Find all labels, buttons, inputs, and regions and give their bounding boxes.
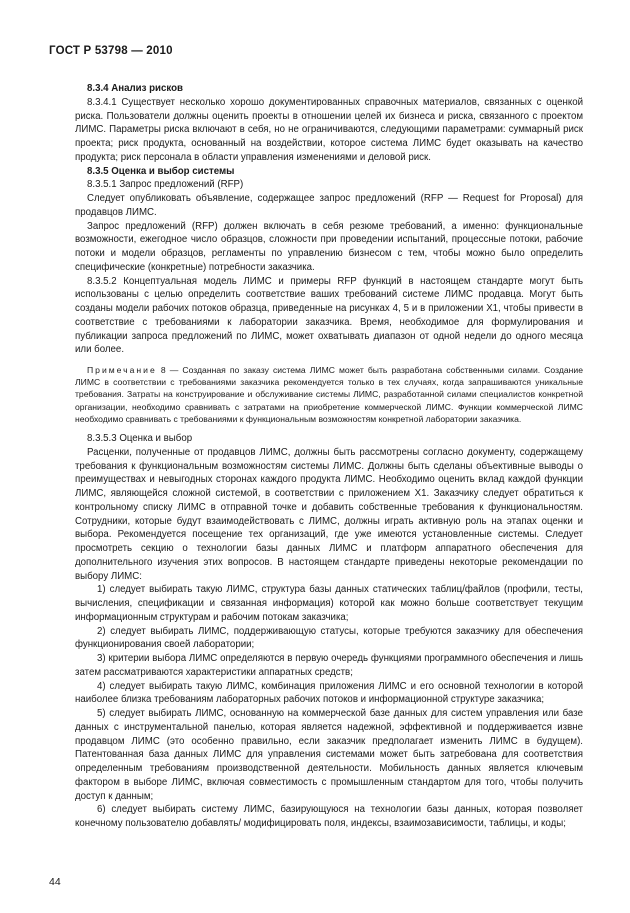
paragraph-8-3-4-1: 8.3.4.1 Существует несколько хорошо документированных справочных материалов, связанных с оценкой риска. Пользователи должны оценить проекты в отношении целей их бизнеса и риска, связанного с проектом ЛИМС. Параметры риска включают в себя, но не ограничиваются, следующими параметрами: суммарный риск проекта; риск продукта, основанный на воздействии, которое система ЛИМС будет оказывать на качество продукта; риск персонала в области управления изменениями и деловой риск. <box>75 96 583 163</box>
section-heading-8-3-5: 8.3.5 Оценка и выбор системы <box>87 165 235 177</box>
list-item: 4) следует выбирать такую ЛИМС, комбинация приложения ЛИМС и его основной технологии в которой наиболее близка требованиям лабораторных рабочих потоков и информационной структуре заказчика; <box>75 680 583 706</box>
paragraph-8-3-5-2: 8.3.5.2 Концептуальная модель ЛИМС и примеры RFP функций в настоящем стандарте могут быть использованы с целью определить соответствие ваших требований системе ЛИМС продавца. Могут быть созданы модели рабочих потоков образца, приведенные на рисунках 4, 5 и в приложении Х1, чтобы привести в соответствие с требованиями к лаборатории заказчика. Время, необходимое для формулирования и публикации запроса предложений по ЛИМС, может охватывать диапазон от одной недели до одного месяца или более. <box>75 275 583 356</box>
document-body <box>75 82 583 831</box>
paragraph-8-3-5-3: Расценки, полученные от продавцов ЛИМС, должны быть рассмотрены согласно документу, содержащему требования к функциональным возможностям системы ЛИМС. Должны быть сделаны объективные выводы о преимуществах и невыгодных сторонах каждого продукта ЛИМС. Необходимо оценить вклад каждой функции ЛИМС, являющейся сложной системой, в соответствии с приложением Х1. Заказчику следует обратиться к контрольному списку ЛИМС в отправной точке и добавить собственные требования к функциональностям. Сотрудники, которые будут взаимодействовать с ЛИМС, должны играть активную роль на этапах оценки и выбора. Рекомендуется посещение тех организаций, где уже имеются установленные системы. Следует просмотреть секцию о технологии базы данных ЛИМС и платформ аппаратного обеспечения для дополнительного изучения этих вопросов. В настоящем стандарте приведены некоторые рекомендации по выбору ЛИМС: <box>75 446 583 582</box>
note-label: Примечание <box>87 365 157 375</box>
page-number: 44 <box>49 876 61 888</box>
list-item: 2) следует выбирать ЛИМС, поддерживающую статусы, которые требуются заказчику для обеспечения функционирования своей лаборатории; <box>75 625 583 651</box>
list-item: 3) критерии выбора ЛИМС определяются в первую очередь функциями программного обеспечения и лишь затем рассматриваются характеристики аппаратных средств; <box>75 653 583 678</box>
paragraph-rfp-publish: Следует опубликовать объявление, содержащее запрос предложений (RFP — Request for Proposal) для продавцов ЛИМС. <box>75 193 583 218</box>
note-text: 8 — Созданная по заказу система ЛИМС может быть разработана собственными силами. Создание ЛИМС в соответствии с требованиями заказчика рекомендуется только в тех случаях, когда запрашиваются уникальные требования. Затраты на конструирование и обслуживание системы ЛИМС, разработанной силами специалистов конкретной организации, необходимо сравнивать с затратами на приобретение коммерческой ЛИМС. Функции коммерческой ЛИМС необходимо сравнивать с требованиями к функциональным возможностям конкретной лаборатории заказчика. <box>75 365 583 424</box>
paragraph-rfp-content: Запрос предложений (RFP) должен включать в себя резюме требований, а именно: функциональные возможности, ежегодное число образцов, сложности при проведении испытаний, процессные потоки, рабочие потоки и модели образцов, регламенты по управлению бизнесом с тем, чтобы можно было определить специфические (конкретные) потребности заказчика. <box>75 220 583 273</box>
list-item: 1) следует выбирать такую ЛИМС, структура базы данных статических таблиц/файлов (профили, тесты, вычисления, спецификации и связанная информация) которой как можно больше соответствует текущим информационным структурам и рабочим потокам заказчика; <box>75 584 583 623</box>
note-8 <box>75 364 583 425</box>
subheading-8-3-5-1: 8.3.5.1 Запрос предложений (RFP) <box>87 179 244 191</box>
subheading-8-3-5-3: 8.3.5.3 Оценка и выбор <box>87 433 193 445</box>
section-heading-8-3-4: 8.3.4 Анализ рисков <box>87 83 183 94</box>
list-item: 5) следует выбирать ЛИМС, основанную на коммерческой базе данных для систем управления или базе данных с инструментальной панелью, которая является надежной, эффективной и поддерживается извне продавцом ЛИМС (это особенно правильно, если заказчик предполагает изменить ЛИМС в будущем). Патентованная база данных ЛИМС для управления системами может быть затребована для соответствия определенным требованиям производственной деятельности. Мобильность данных является ключевым фактором в выборе ЛИМС, включая совместимость с промышленным стандартом для того, чтобы получить доступ к данным; <box>75 708 583 802</box>
standard-header: ГОСТ Р 53798 — 2010 <box>49 45 173 57</box>
list-item: 6) следует выбирать систему ЛИМС, базирующуюся на технологии базы данных, которая позволяет конечному пользователю добавлять/ модифицировать поля, индексы, взаимозависимости, таблицы, и коды; <box>75 804 583 830</box>
